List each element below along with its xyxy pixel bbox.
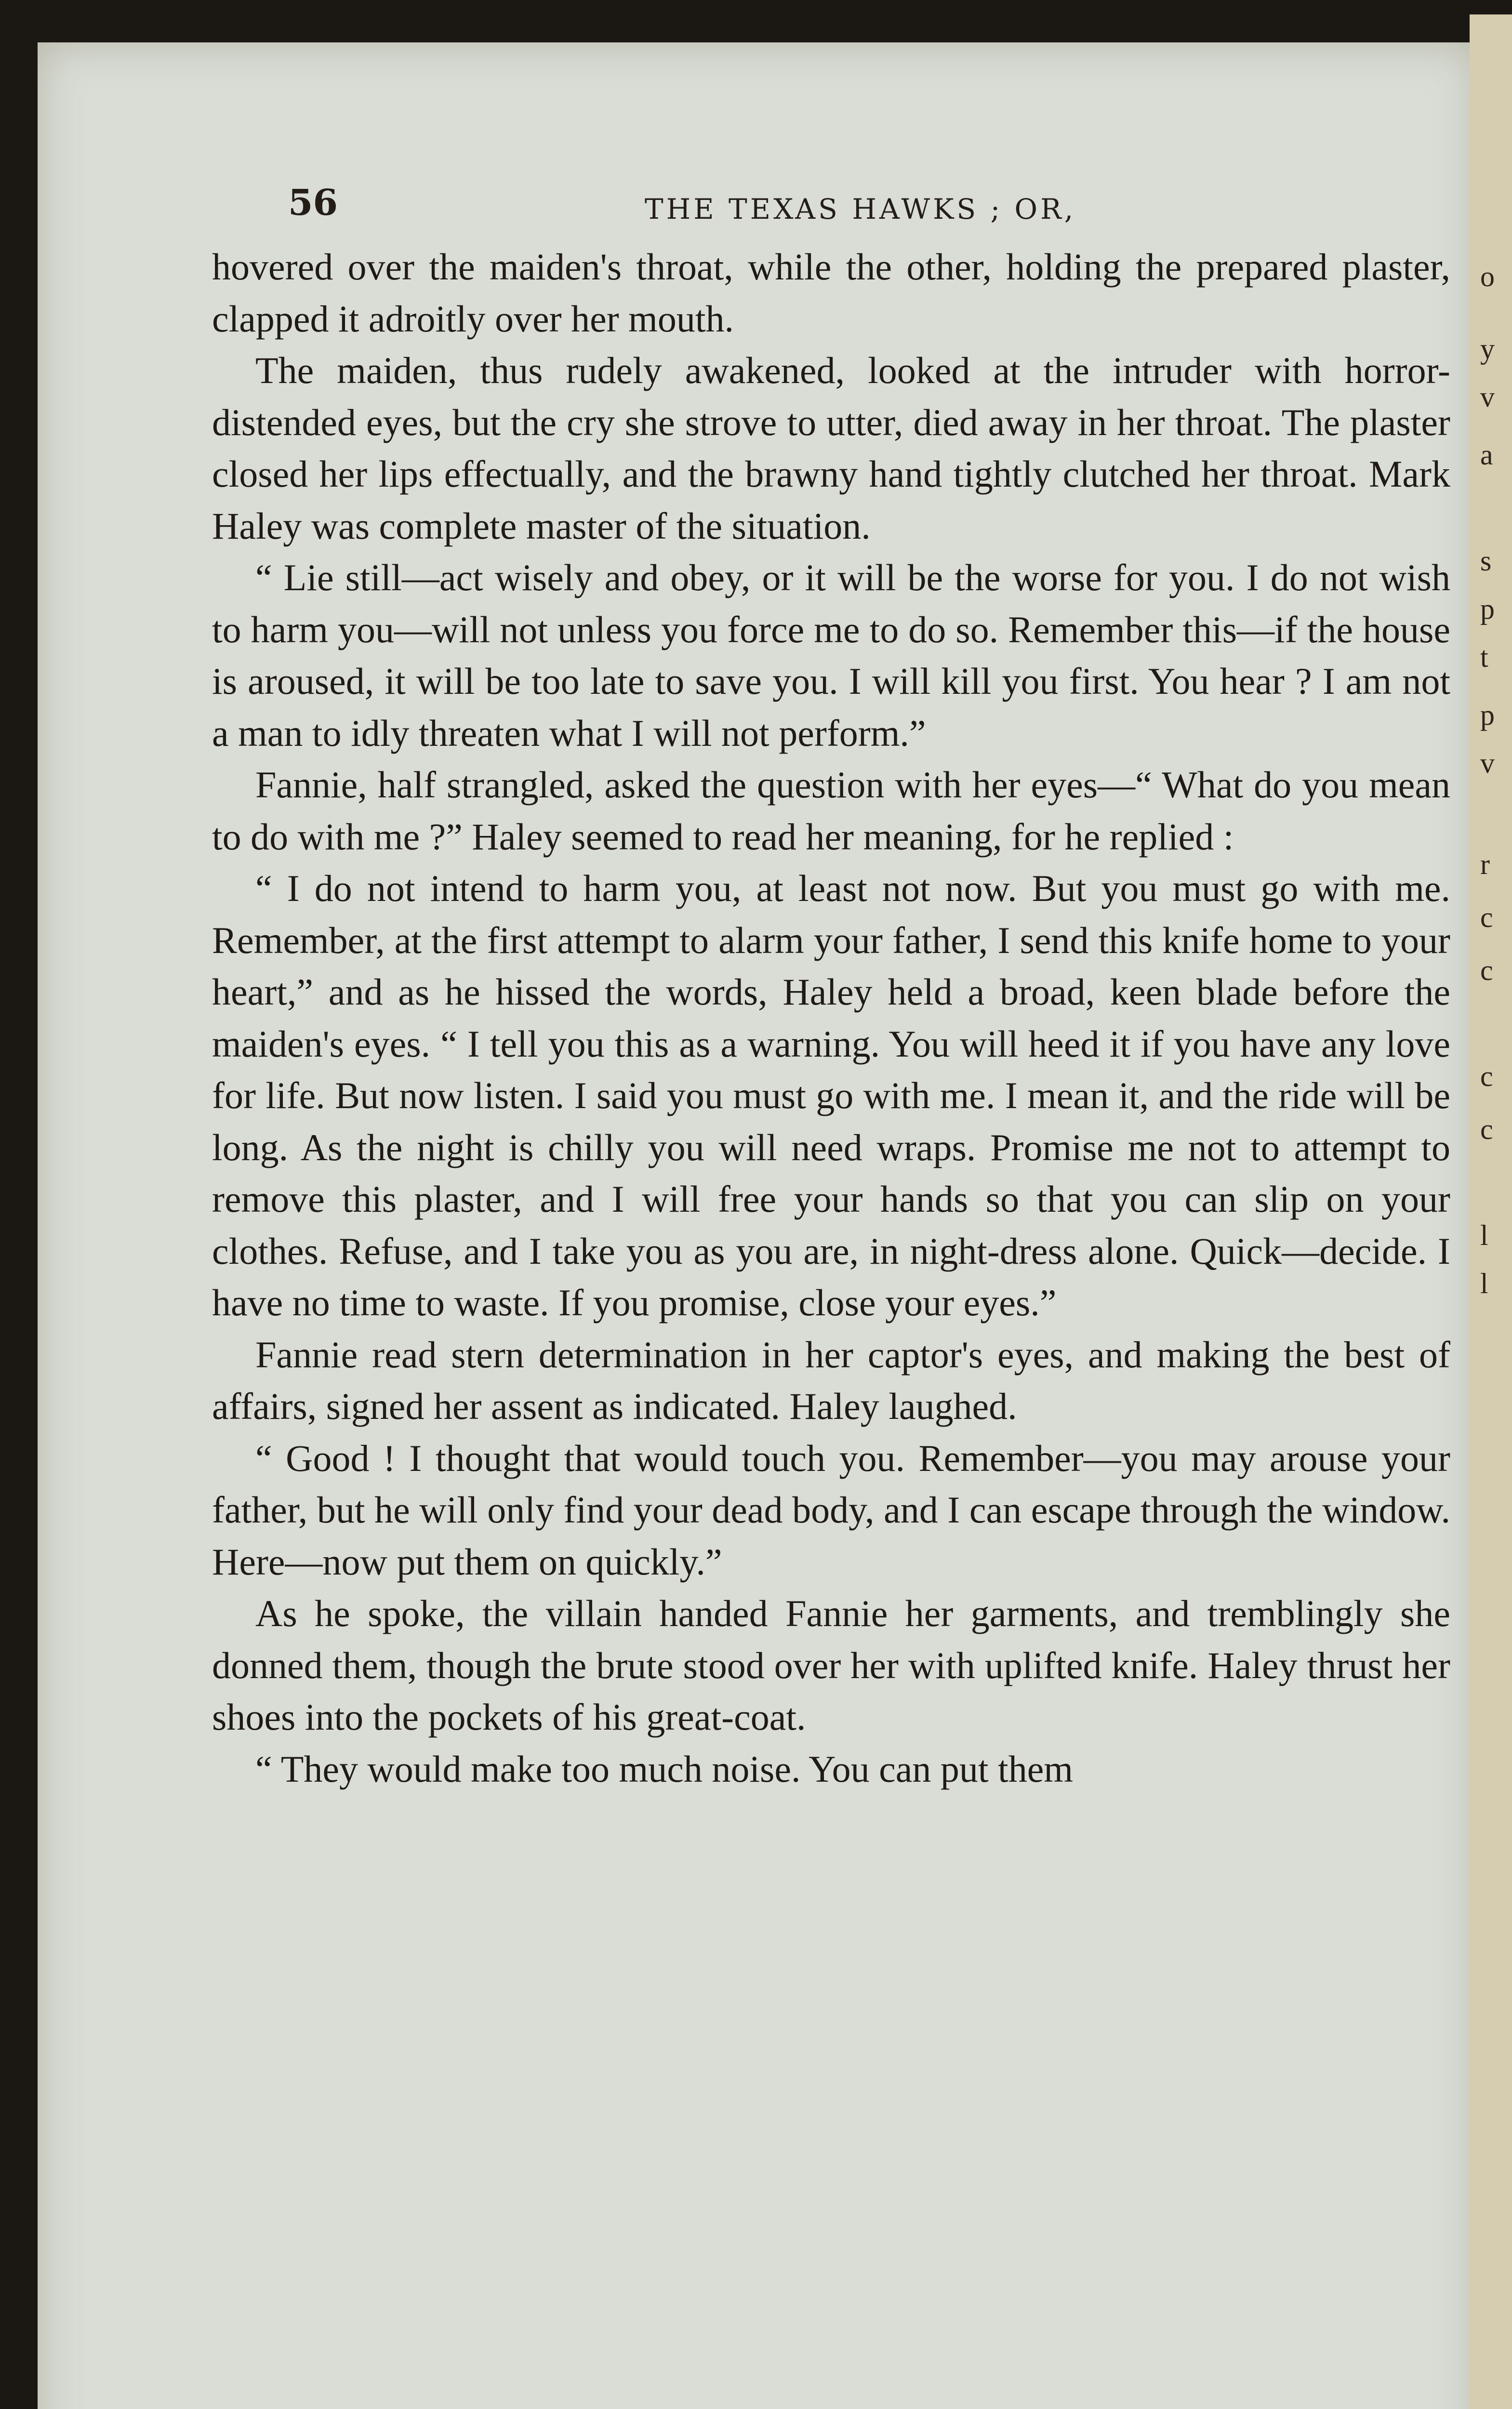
adjacent-page-fragment: l xyxy=(1480,1219,1488,1251)
paragraph: The maiden, thus rudely awakened, looked at the intruder with horror-distended eyes, but the cry she strove to utter, died away in her throat. The plaster closed her lips effectually, and the brawny hand tightly clutched her throat. Mark Haley was complete master of the situation. xyxy=(212,349,1450,547)
paragraph: “ I do not intend to harm you, at least not now. But you must go with me. Remember, at the first attempt to alarm your father, I send this knife home to your heart,” and as he hissed the words, Haley held a broad, keen blade before the maiden's eyes. “ I tell you this as a warning. You will heed it if you have any love for life. But now listen. I said you must go with me. I mean it, and the ride will be long. As the night is chilly you will need wraps. Promise me not to attempt to remove this plaster, and I will free your hands so that you can slip on your clothes. Refuse, and I take you as you are, in night-dress alone. Quick—decide. I have no time to waste. If you promise, close your eyes.” xyxy=(212,867,1450,1324)
paragraph: “ They would make too much noise. You can put them xyxy=(255,1747,1073,1790)
page-number: 56 xyxy=(288,182,338,224)
running-title: THE TEXAS HAWKS ; OR, xyxy=(645,193,1076,225)
adjacent-page-edge xyxy=(1470,14,1512,2409)
adjacent-page-fragment: o xyxy=(1480,261,1495,292)
adjacent-page-fragment: c xyxy=(1480,954,1493,986)
adjacent-page-fragment: c xyxy=(1480,1060,1493,1092)
adjacent-page-fragment: t xyxy=(1480,641,1488,673)
paragraph: “ Lie still—act wisely and obey, or it will be the worse for you. I do not wish to harm you—will not unless you force me to do so. Remember this—if the house is aroused, it will be too late to save you. I will kill you first. You hear ? I am not a man to idly threaten what I will not perform.” xyxy=(212,556,1450,754)
adjacent-page-fragment: s xyxy=(1480,545,1492,577)
paragraph: Fannie read stern determination in her captor's eyes, and making the best of affairs, signed her assent as indicated. Haley laughed. xyxy=(212,1333,1450,1427)
adjacent-page-fragment: v xyxy=(1480,381,1495,413)
paragraph: Fannie, half strangled, asked the question with her eyes—“ What do you mean to do with me ?” Haley seemed to read her meaning, for he replied : xyxy=(212,764,1450,858)
adjacent-page-fragment: p xyxy=(1480,699,1495,731)
adjacent-page-fragment: a xyxy=(1480,439,1493,471)
adjacent-page-fragment: y xyxy=(1480,333,1495,365)
adjacent-page-fragment: p xyxy=(1480,593,1495,625)
paragraph: hovered over the maiden's throat, while the other, holding the prepared plaster, clapped it adroitly over her mouth. xyxy=(212,246,1450,340)
adjacent-page-fragment: r xyxy=(1480,848,1490,880)
paragraph: As he spoke, the villain handed Fannie her garments, and tremblingly she donned them, though the brute stood over her with uplifted knife. Haley thrust her shoes into the pockets of his great-coat. xyxy=(212,1592,1450,1738)
paragraph: “ Good ! I thought that would touch you. Remember—you may arouse your father, but he will only find your dead body, and I can escape through the window. Here—now put them on quickly.” xyxy=(212,1437,1450,1583)
adjacent-page-fragment: v xyxy=(1480,747,1495,779)
page-body xyxy=(212,241,1450,1795)
adjacent-page-fragment: c xyxy=(1480,1113,1493,1145)
adjacent-page-fragment: c xyxy=(1480,901,1493,933)
adjacent-page-fragment: l xyxy=(1480,1268,1488,1299)
